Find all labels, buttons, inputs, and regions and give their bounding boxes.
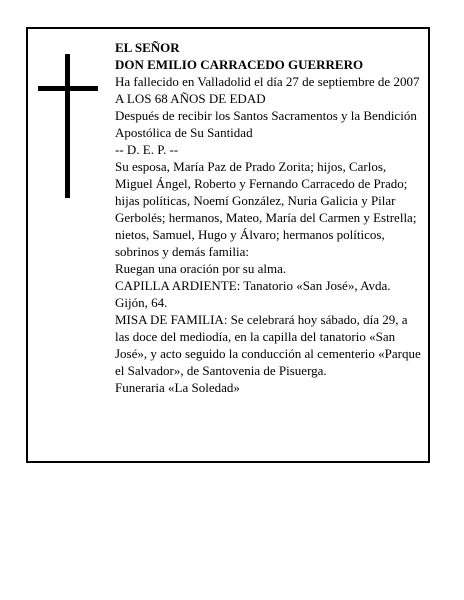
deceased-name: DON EMILIO CARRACEDO GUERRERO xyxy=(115,57,364,72)
cross-vertical-bar xyxy=(65,54,70,198)
cross-horizontal-bar xyxy=(38,86,98,91)
notice-text xyxy=(115,39,425,396)
sacraments-line: Después de recibir los Santos Sacramentos y la Bendición Apostólica de Su Santidad xyxy=(115,108,417,140)
funeral-home: Funeraria «La Soledad» xyxy=(115,380,240,395)
obituary-notice xyxy=(26,27,430,463)
title-line-1: EL SEÑOR xyxy=(115,40,180,55)
age-line: A LOS 68 AÑOS DE EDAD xyxy=(115,91,266,106)
cross-icon xyxy=(38,54,98,198)
mass-info: MISA DE FAMILIA: Se celebrará hoy sábado, día 29, a las doce del mediodía, en la capilla del tanatorio «San José», y acto seguido la conducción al cementerio «Parque el Salvador», de Santovenia de Pisuerga. xyxy=(115,312,421,378)
chapel-info: CAPILLA ARDIENTE: Tanatorio «San José», Avda. Gijón, 64. xyxy=(115,278,391,310)
death-info: Ha fallecido en Valladolid el día 27 de septiembre de 2007 xyxy=(115,74,420,89)
family-list: Su esposa, María Paz de Prado Zorita; hijos, Carlos, Miguel Ángel, Roberto y Fernando Carracedo de Prado; hijas políticas, Noemí González, Nuria Galicia y Pilar Gerbolés; hermanos, Mateo, María del Carmen y Estrella; nietos, Samuel, Hugo y Álvaro; hermanos políticos, sobrinos y demás familia: xyxy=(115,159,417,259)
prayer-line: Ruegan una oración por su alma. xyxy=(115,261,287,276)
rip-line: -- D. E. P. -- xyxy=(115,142,179,157)
